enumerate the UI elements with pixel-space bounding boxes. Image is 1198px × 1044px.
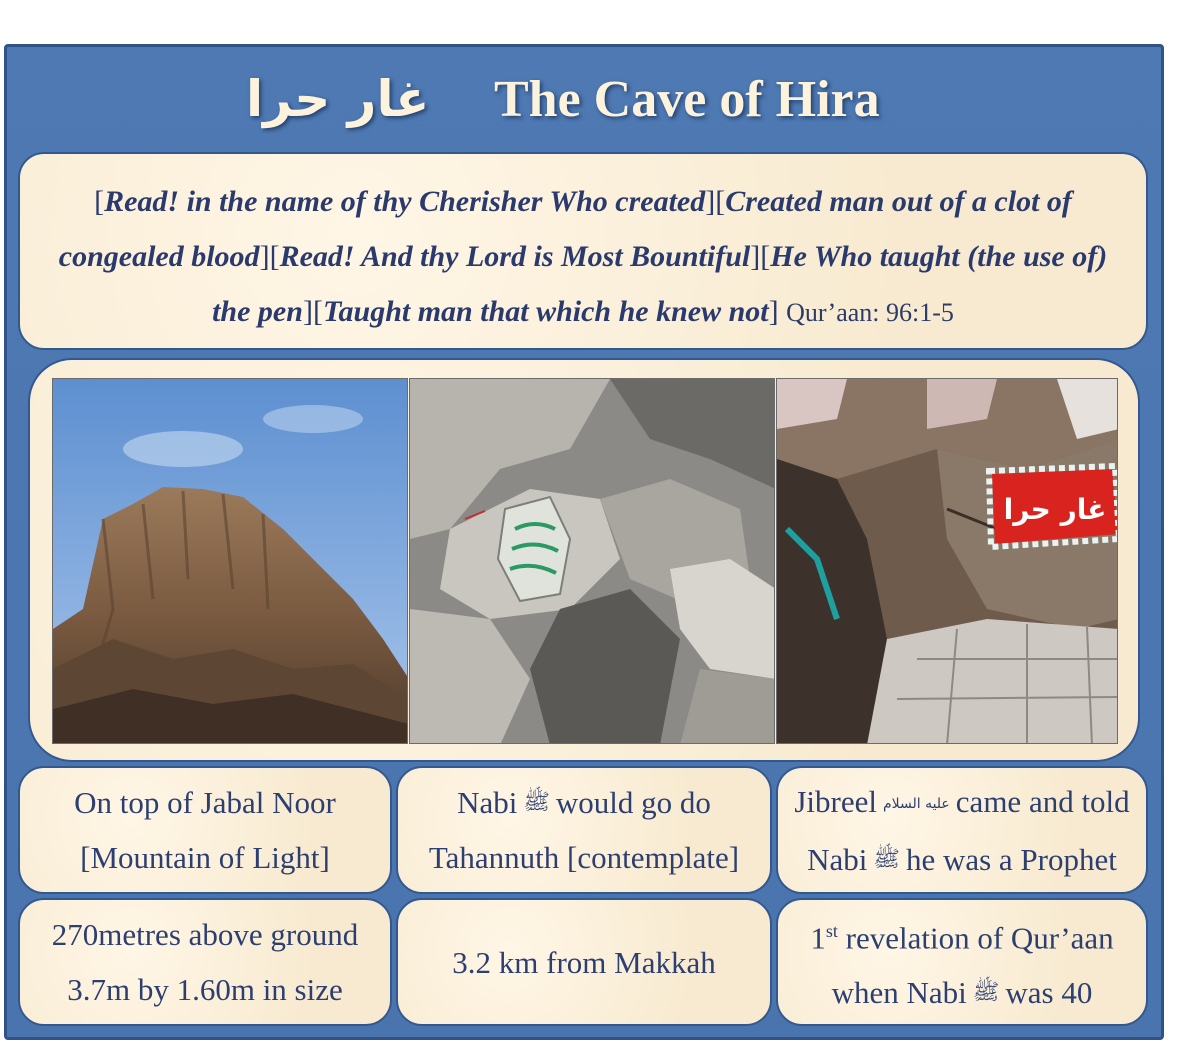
cave-interior-photo <box>776 378 1118 744</box>
fact-text: was 40 <box>1005 975 1093 1011</box>
fact-line: 270metres above ground <box>51 917 359 952</box>
fact-line: Tahannuth [contemplate] <box>428 840 740 875</box>
verse-part: [Created man out of a clot of congealed blood] <box>58 185 1072 273</box>
fact-text: Jibreel <box>794 783 877 819</box>
title-arabic: غار حرا <box>246 70 430 128</box>
fact-text: revelation of Qur’aan <box>845 920 1114 956</box>
fact-card-dimensions <box>18 898 392 1026</box>
salawat-icon: ﷺ <box>523 790 550 815</box>
title-english: The Cave of Hira <box>494 71 880 128</box>
mountain-photo <box>52 378 408 744</box>
fact-superscript: st <box>825 920 838 941</box>
fact-line: [Mountain of Light] <box>80 840 330 875</box>
fact-card-location <box>18 766 392 894</box>
alayhis-salam-icon: عليه السلام <box>882 795 950 812</box>
fact-text: came and told <box>955 783 1130 819</box>
salawat-icon: ﷺ <box>873 846 900 872</box>
fact-card-revelation <box>776 898 1148 1026</box>
salawat-icon: ﷺ <box>972 980 1000 1006</box>
quran-verse-card <box>18 152 1148 350</box>
fact-line: 3.7m by 1.60m in size <box>67 972 343 1007</box>
fact-text: would go do <box>555 785 711 820</box>
verse-part: [Read! in the name of thy Cherisher Who created] <box>94 185 716 218</box>
fact-text: Nabi <box>457 785 518 820</box>
fact-line: On top of Jabal Noor <box>74 785 336 820</box>
cave-entrance-photo <box>409 378 775 744</box>
fact-text: when Nabi <box>831 975 967 1011</box>
verse-reference: Qur’aan: 96:1-5 <box>786 298 954 327</box>
verse-part: [Read! And thy Lord is Most Bountiful] <box>269 240 761 273</box>
cave-sign-text: غار حرا <box>1003 493 1107 526</box>
fact-card-tahannuth <box>396 766 772 894</box>
fact-text: 1 <box>810 920 826 956</box>
fact-line: 3.2 km from Makkah <box>452 944 716 980</box>
verse-part: [He Who taught (the use of) the pen] <box>212 240 1108 328</box>
verse-part: [Taught man that which he knew not] <box>312 295 779 328</box>
photo-strip <box>28 358 1140 762</box>
fact-card-jibreel <box>776 766 1148 894</box>
fact-card-distance <box>396 898 772 1026</box>
fact-text: he was a Prophet <box>905 841 1117 877</box>
fact-text: Nabi <box>807 841 868 877</box>
